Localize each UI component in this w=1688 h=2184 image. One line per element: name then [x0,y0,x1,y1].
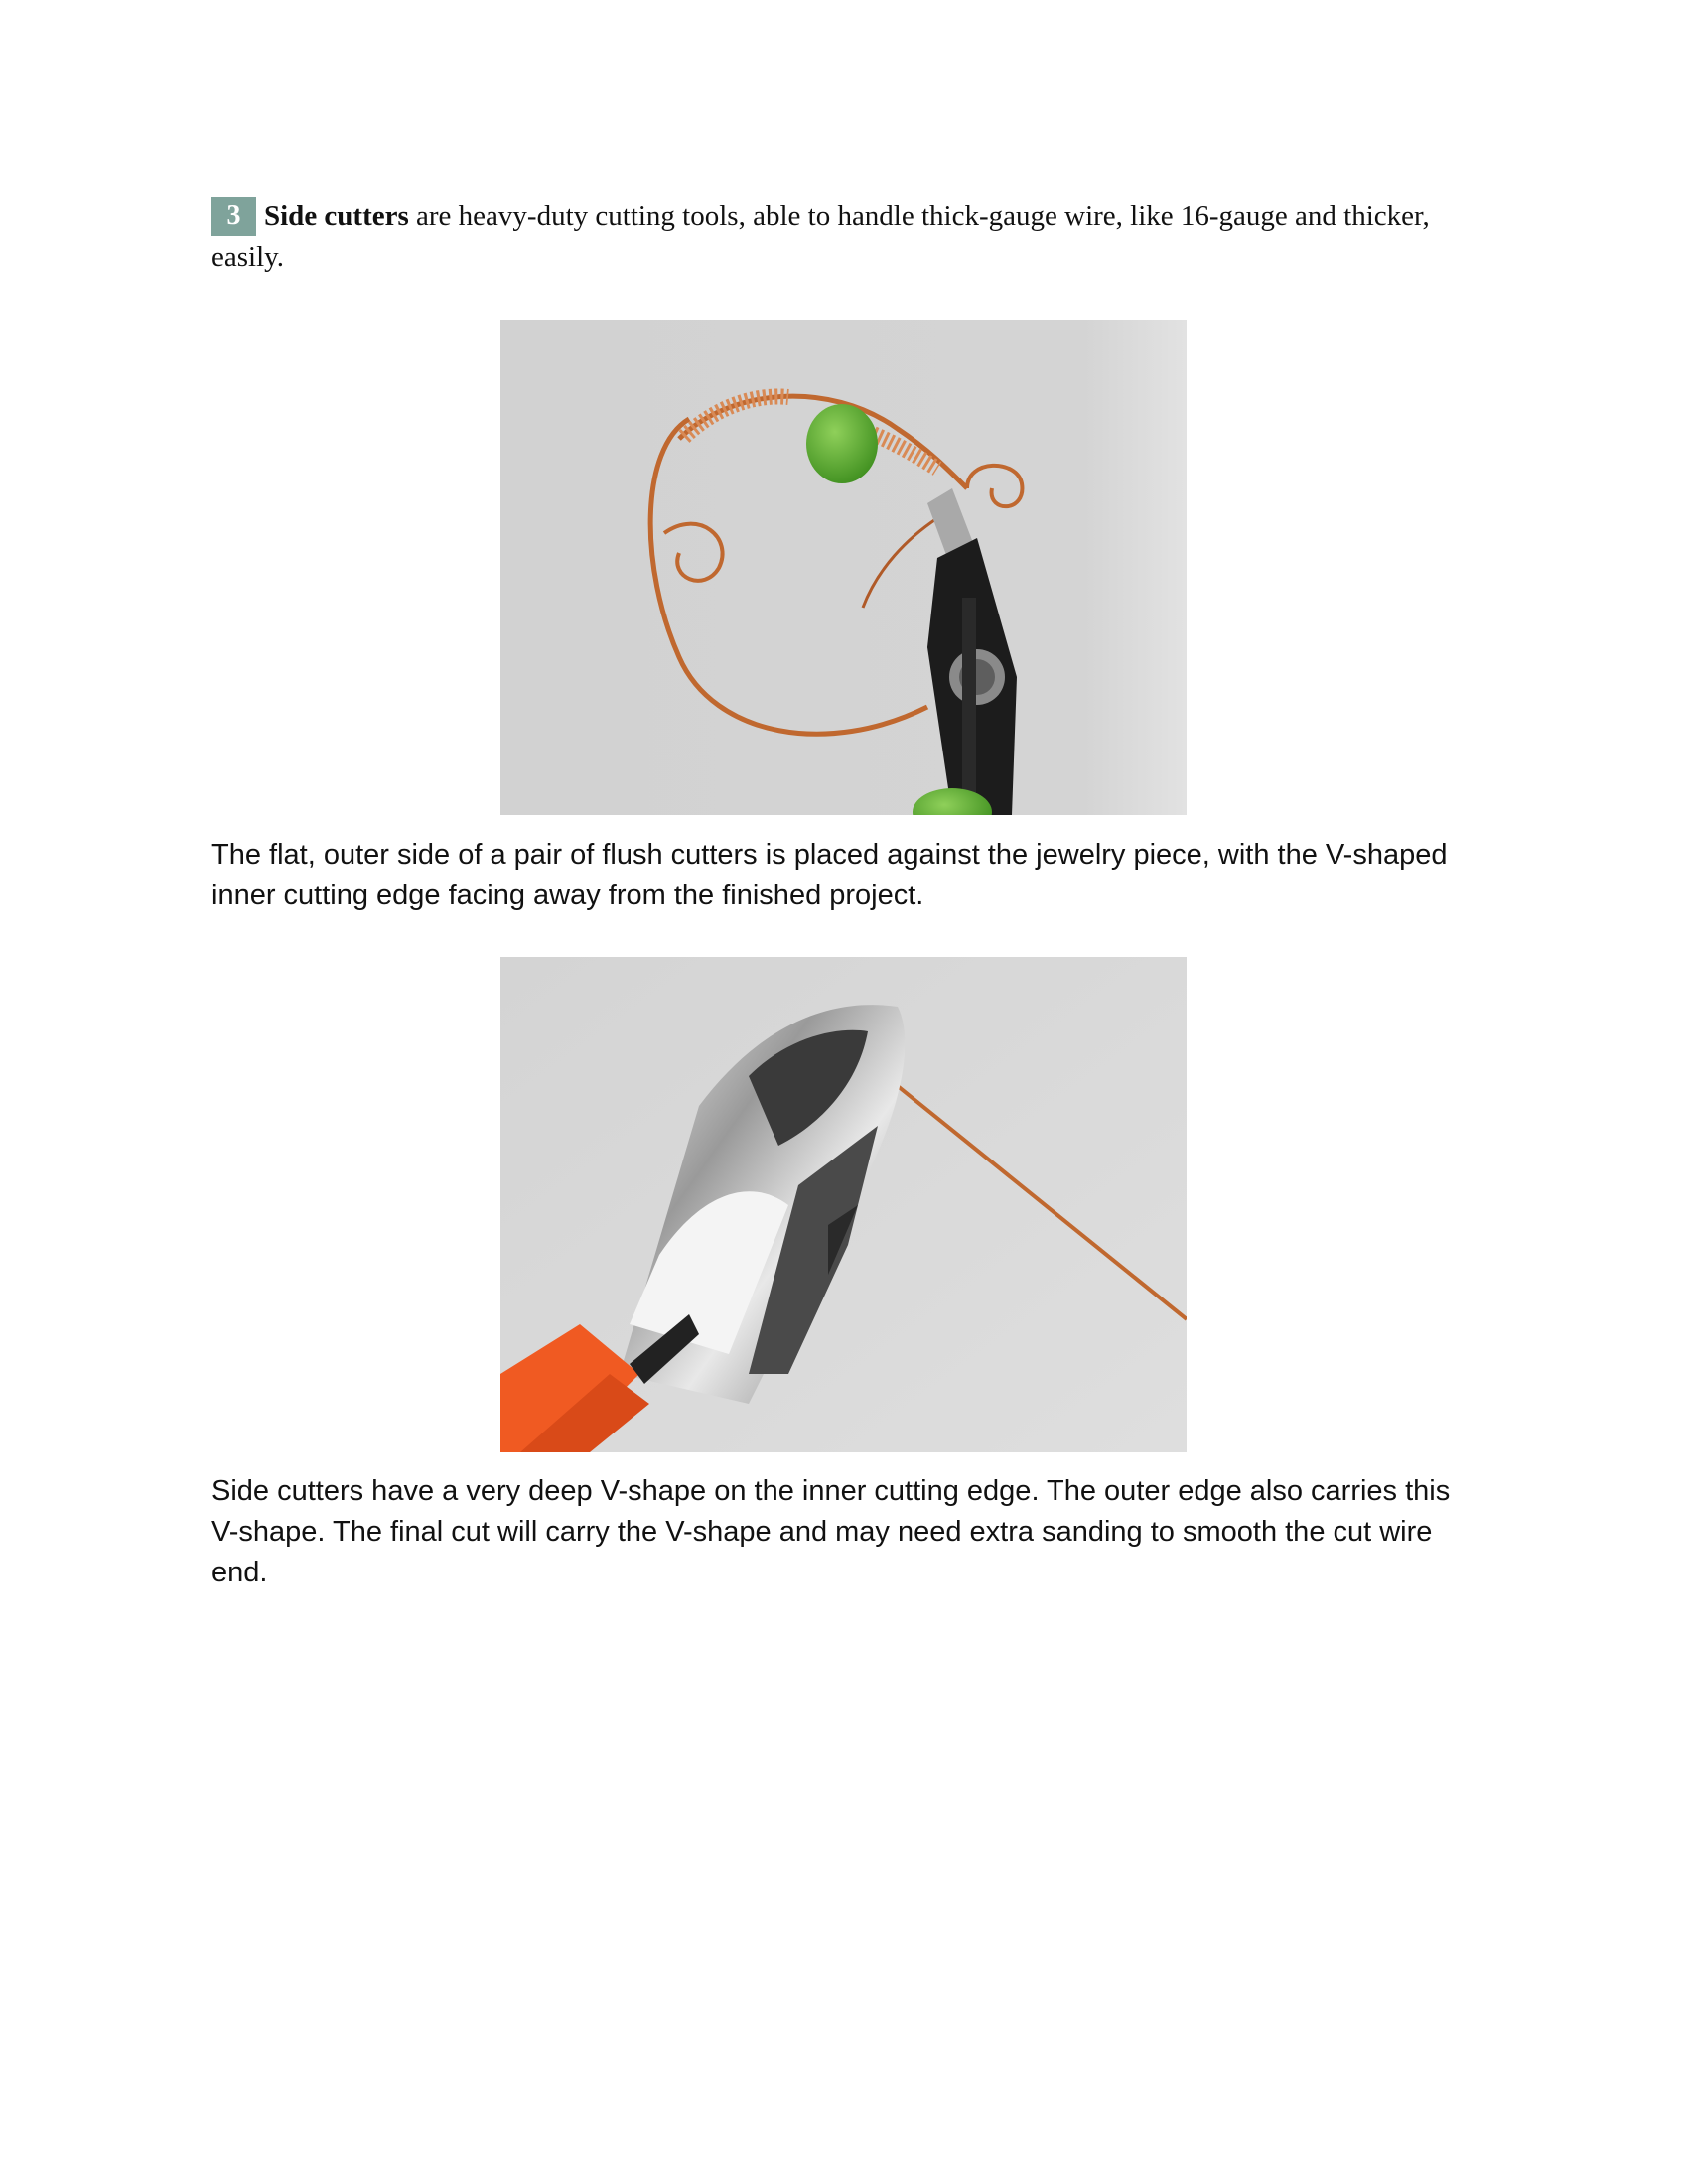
photo-flush-cutters-on-wire-piece [500,320,1187,815]
intro-paragraph [211,197,1453,278]
term-side-cutters: Side cutters [264,201,409,232]
photo-side-cutters-cutting-wire [500,957,1187,1452]
step-number-badge: 3 [211,197,256,236]
caption-flush-cutters: The flat, outer side of a pair of flush cutters is placed against the jewelry piece, with the V-shaped inner cutting edge facing away from the finished project. [211,839,1448,911]
intro-text: are heavy-duty cutting tools, able to handle thick-gauge wire, like 16-gauge and thicker, easily. [211,201,1430,273]
caption-side-cutters: Side cutters have a very deep V-shape on the inner cutting edge. The outer edge also carries this V-shape. The final cut will carry the V-shape and may need extra sanding to smooth the cut wire end. [211,1475,1451,1588]
